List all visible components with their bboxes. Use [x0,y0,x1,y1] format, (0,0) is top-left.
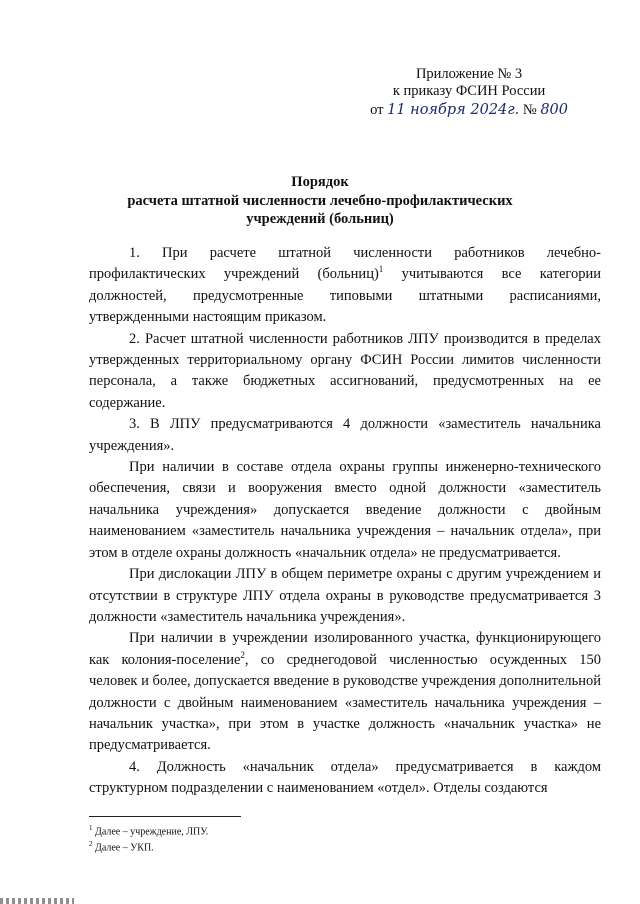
scan-edge-mark [0,898,74,904]
footnote-2 [89,838,208,854]
footnote-ref-2: 2 [240,649,245,660]
title-line-1: Порядок [291,174,349,190]
paragraph-1-text: 1. При расчете штатной численности работников лечебно-профилактических учреждений (больниц) [89,245,601,283]
footnote-divider [89,816,241,817]
paragraph-7: 4. Должность «начальник отдела» предусматривается в каждом структурном подразделении с наименованием «отдел». Отделы создаются [89,758,601,797]
appendix-number: Приложение № 3 [415,66,523,82]
paragraph-3: 3. В ЛПУ предусматриваются 4 должности «заместитель начальника учреждения». [89,416,601,454]
appendix-order-ref: к приказу ФСИН России [392,83,546,99]
paragraph-1-tail: учитываются все категории должностей, предусмотренные типовыми штатными расписаниями, утвержденными настоящим приказом. [89,266,601,326]
footnote-2-mark: 2 [89,840,93,849]
footnote-ref-1: 1 [378,264,384,275]
from-label: от [370,102,384,118]
paragraph-6-text: При наличии в учреждении изолированного участка, функционирующего как колония-поселение [89,630,601,668]
footnote-2-text: Далее – УКП. [92,842,154,854]
title-line-3: учреждений (больниц) [246,211,394,227]
document-title [0,173,640,229]
footnote-1-mark: 1 [89,824,93,832]
footnote-1-text: Далее – учреждение, ЛПУ. [92,826,209,838]
paragraph-2: 2. Расчет штатной численности работников ЛПУ производится в пределах утвержденных территориальному органу ФСИН России лимитов численности персонала, а также бюджетных ассигнований, предусмотренных на ее содержание. [89,330,601,411]
appendix-header [370,66,568,119]
paragraph-6-tail: , со среднегодовой численностью осужденных 150 человек и более, допускается введение в руководстве учреждения дополнительной должности с двойным наименованием «заместитель начальника учреждения – начальник участка», при этом в участке должность «начальник участка» не предусматривается. [89,651,601,754]
paragraph-5: При дислокации ЛПУ в общем периметре охраны с другим учреждением и отсутствии в структуре ЛПУ отдела охраны в руководстве предусматривается 3 должности «заместитель начальника учреждения». [89,566,601,625]
handwritten-number: 800 [540,102,568,118]
number-label: № [522,102,537,118]
footnote-1 [89,822,208,838]
handwritten-date: 11 ноября 2024г. [387,102,520,118]
footnotes [89,822,208,855]
paragraph-6 [89,628,601,756]
title-line-2: расчета штатной численности лечебно-профилактических [127,192,513,209]
date-number-line [370,102,568,119]
paragraph-4: При наличии в составе отдела охраны группы инженерно-технического обеспечения, связи и вооружения вместо одной должности «заместитель начальника учреждения» допускается введение должности с двойным наименованием «заместитель начальника учреждения – начальник отдела», при этом в отделе охраны должность «начальник отдела» не предусматривается. [89,459,601,561]
paragraph-1 [89,243,601,329]
document-body [89,243,601,800]
